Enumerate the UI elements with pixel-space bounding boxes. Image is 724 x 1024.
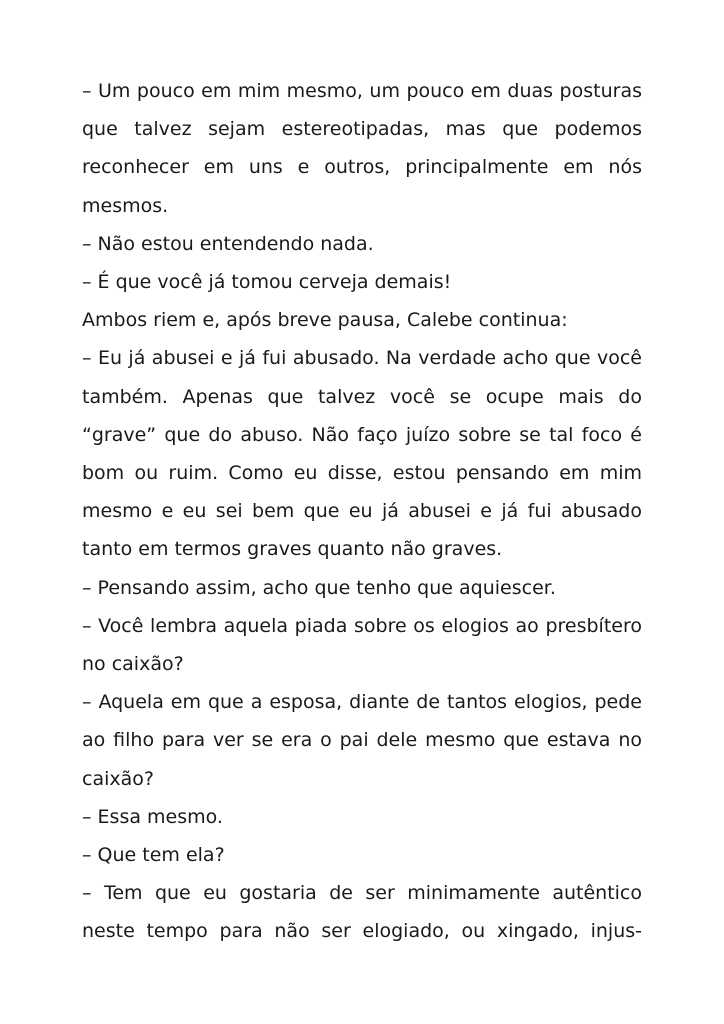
paragraph-11: – Tem que eu gostaria de ser minimamente autêntico neste tempo para não ser elogiado, ou xingado, injus- [82,882,642,943]
paragraph-10: – Que tem ela? [82,844,225,867]
paragraph-6: – Pensando assim, acho que tenho que aquiescer. [82,576,556,599]
paragraph-5: – Eu já abusei e já fui abusado. Na verdade acho que você também. Apenas que talvez você se ocupe mais do “grave” que do abuso. Não faço juízo sobre se tal foco é bom ou ruim. Como eu disse, estou pensando em mim mesmo e eu sei bem que eu já abusei e já fui abusado tanto em termos graves quanto não graves. [82,347,642,561]
paragraph-3: – É que você já tomou cerveja demais! [82,271,452,294]
paragraph-8: – Aquela em que a esposa, diante de tantos elogios, pede ao filho para ver se era o pai dele mesmo que estava no caixão? [82,691,642,790]
paragraph-2: – Não estou entendendo nada. [82,232,374,255]
paragraph-9: – Essa mesmo. [82,805,223,828]
paragraph-4: Ambos riem e, após breve pausa, Calebe continua: [82,309,568,332]
paragraph-7: – Você lembra aquela piada sobre os elogios ao presbítero no caixão? [82,614,642,676]
paragraph-1: – Um pouco em mim mesmo, um pouco em duas posturas que talvez sejam estereotipadas, mas que podemos reconhecer em uns e outros, principalmente em nós mesmos. [82,80,642,217]
document-page [82,72,642,951]
